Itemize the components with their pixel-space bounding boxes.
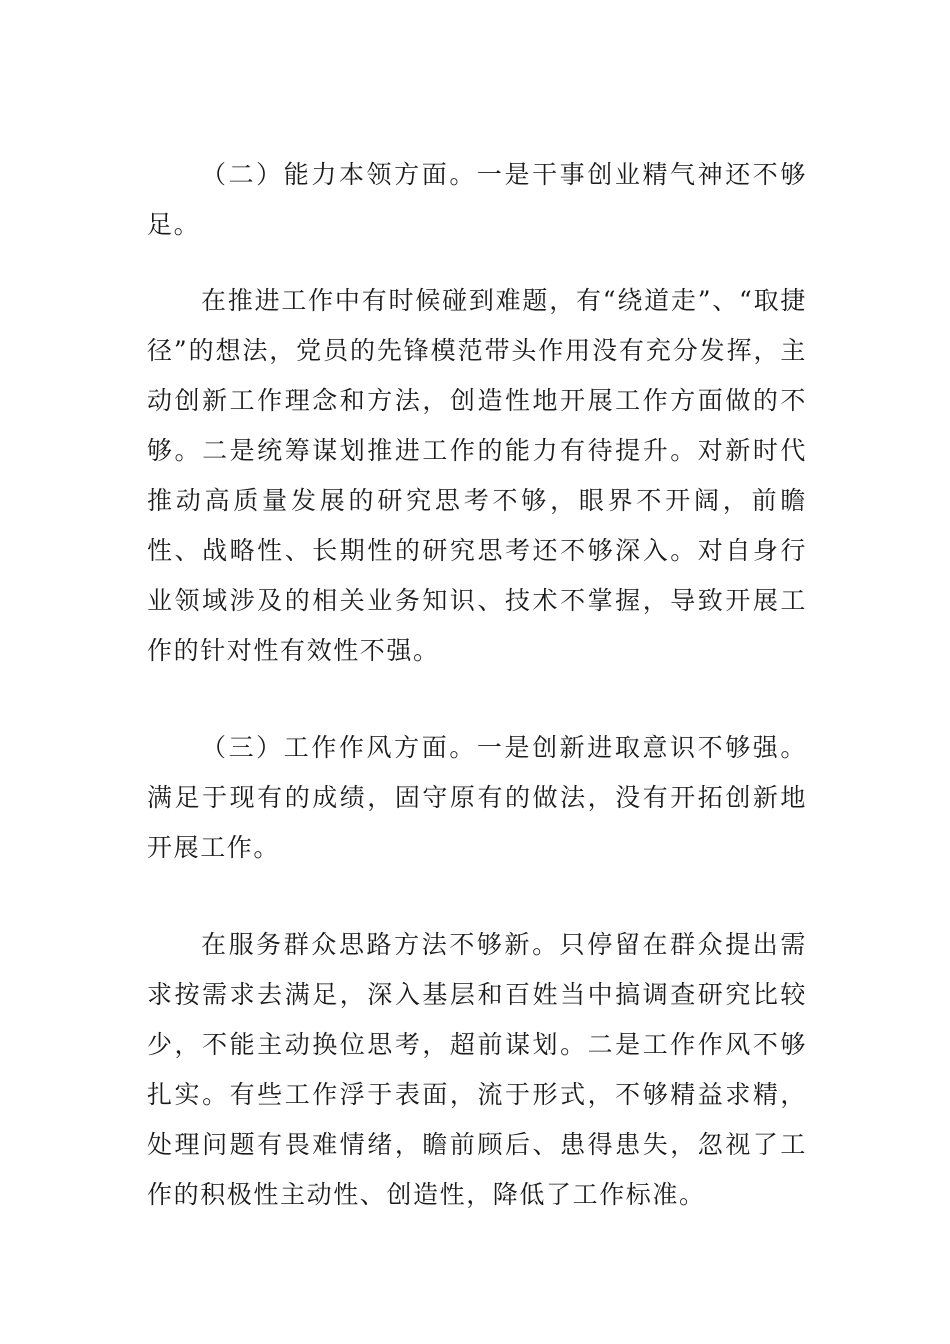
paragraph-work-style-details: 在服务群众思路方法不够新。只停留在群众提出需求按需求去满足，深入基层和百姓当中搞调查研究比较少，不能主动换位思考，超前谋划。二是工作作风不够扎实。有些工作浮于表面，流于形式，不够精益求精，处理问题有畏难情绪，瞻前顾后、患得患失，忽视了工作的积极性主动性、创造性，降低了工作标准。 [147, 930, 807, 1209]
paragraph-ability-heading: （二）能力本领方面。一是干事创业精气神还不够足。 [147, 160, 807, 239]
paragraph-ability-details: 在推进工作中有时候碰到难题，有“绕道走”、“取捷径”的想法，党员的先锋模范带头作用没有充分发挥，主动创新工作理念和方法，创造性地开展工作方面做的不够。二是统筹谋划推进工作的能力有待提升。对新时代推动高质量发展的研究思考不够，眼界不开阔，前瞻性、战略性、长期性的研究思考还不够深入。对自身行业领域涉及的相关业务知识、技术不掌握，导致开展工作的针对性有效性不强。 [147, 286, 807, 665]
paragraph-work-style-heading: （三）工作作风方面。一是创新进取意识不够强。满足于现有的成绩，固守原有的做法，没有开拓创新地开展工作。 [147, 733, 807, 862]
